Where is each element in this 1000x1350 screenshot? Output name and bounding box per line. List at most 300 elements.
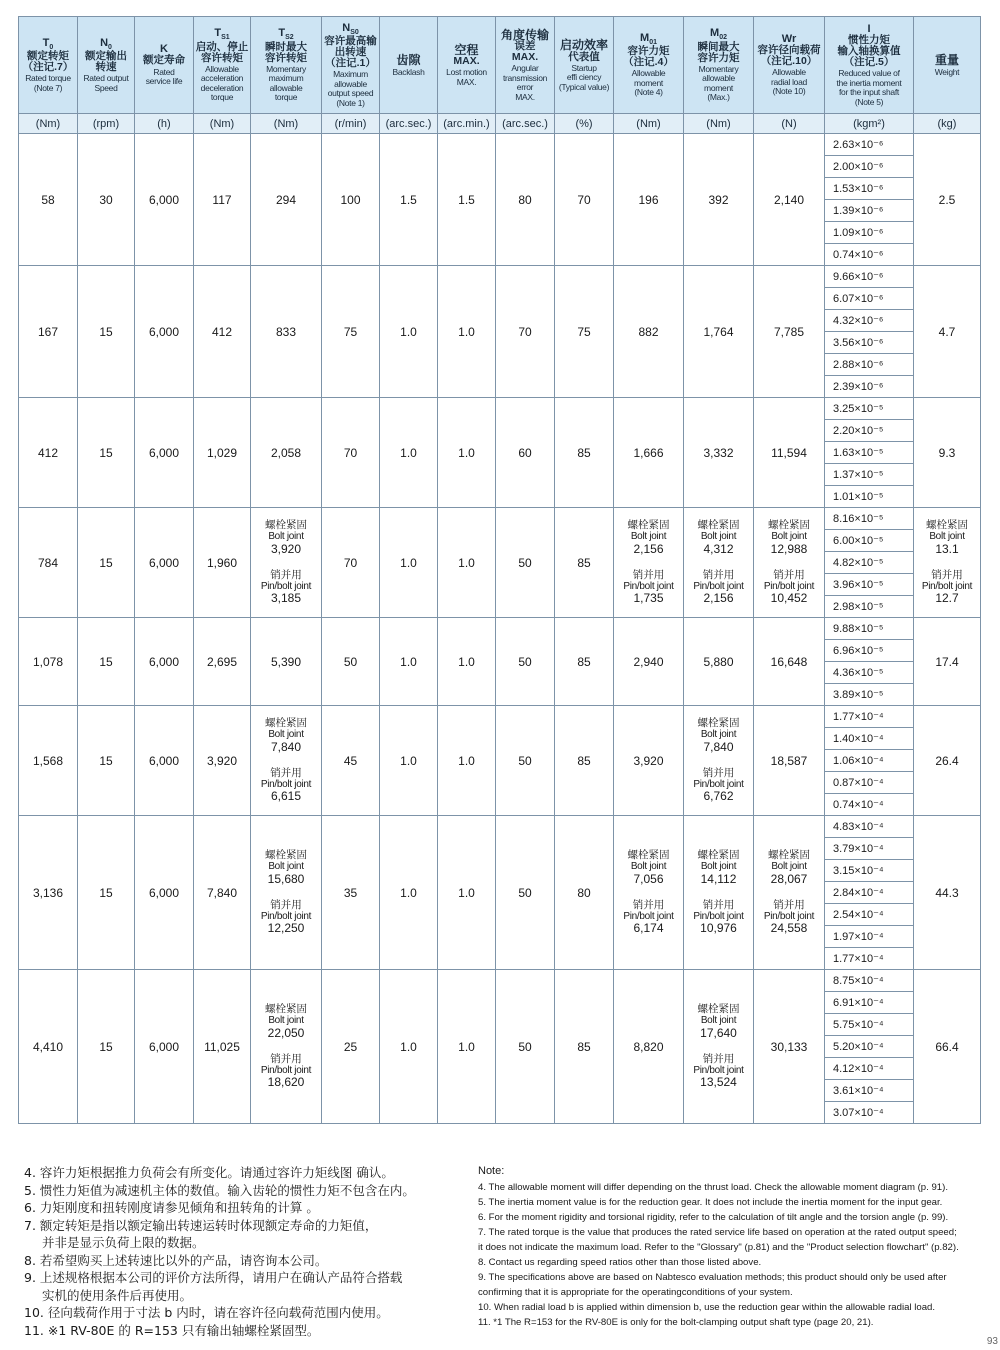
header-content — [685, 17, 752, 113]
header-cell — [754, 17, 825, 114]
bolt-label-cn: 螺栓紧固 — [697, 1003, 740, 1016]
pin-label-en: Pin/bolt joint — [260, 1064, 312, 1076]
bolt-label-en: Bolt joint — [700, 1015, 737, 1027]
cell-backlash: 1.0 — [380, 266, 438, 398]
pin-value: 6,762 — [703, 789, 734, 804]
pin-label-en: Pin/bolt joint — [623, 910, 674, 922]
cell-ns0: 75 — [322, 266, 380, 398]
split-cell — [684, 970, 754, 1124]
header-en: Rated output — [83, 73, 129, 84]
cell-weight: 17.4 — [914, 618, 981, 706]
note-cn-text: 并非是显示负荷上限的数据。 — [42, 1235, 205, 1250]
cell-angular: 50 — [496, 970, 555, 1124]
header-cell — [135, 17, 194, 114]
bolt-value: 3,920 — [270, 541, 302, 556]
unit-cell: (r/min) — [322, 114, 380, 134]
header-en: Allowable — [205, 63, 239, 74]
header-cn: 重量 — [934, 52, 959, 67]
note-cn-text: 6. 力矩刚度和扭转刚度请参见倾角和扭转角的计算 。 — [24, 1200, 319, 1215]
header-cn: 容许转矩 — [265, 51, 307, 64]
inertia-value: 1.39×10⁻⁶ — [825, 200, 914, 222]
inertia-value: 1.09×10⁻⁶ — [825, 222, 914, 244]
bolt-label-en: Bolt joint — [630, 861, 667, 873]
header-en: (Note 4) — [634, 87, 663, 98]
header-symbol — [710, 28, 727, 41]
cell-t0: 58 — [19, 134, 78, 266]
header-cell — [194, 17, 251, 114]
note-cn-text: 4. 容许力矩根据推力负荷会有所变化。请通过容许力矩线图 确认。 — [24, 1165, 394, 1180]
inertia-value: 4.36×10⁻⁵ — [825, 662, 914, 684]
symbol-subscript: S2 — [285, 34, 294, 42]
cell-k: 6,000 — [135, 398, 194, 508]
header-content — [79, 17, 133, 113]
note-cn-text: 9. 上述规格根据本公司的评价方法所得，请用户在确认产品符合搭载 — [24, 1270, 403, 1285]
pin-label-cn: 销并用 — [702, 766, 735, 779]
bolt-label-en: Bolt joint — [268, 531, 304, 543]
inertia-value: 1.37×10⁻⁵ — [825, 464, 914, 486]
note-cn-text: 11. ※1 RV-80E 的 R=153 只有输出轴螺栓紧固型。 — [24, 1322, 320, 1338]
unit-cell: (arc.sec.) — [496, 114, 555, 134]
bolt-joint-block — [615, 849, 682, 886]
pin-joint-block — [615, 899, 682, 936]
pin-label-cn: 销并用 — [702, 568, 735, 581]
cell-t0: 167 — [19, 266, 78, 398]
pin-label-cn: 销并用 — [270, 1052, 302, 1065]
cell-n0: 15 — [78, 706, 135, 816]
inertia-value: 1.97×10⁻⁴ — [825, 926, 914, 948]
header-cell — [496, 17, 555, 114]
header-content — [136, 17, 192, 113]
pin-value: 10,976 — [700, 921, 737, 936]
note-en-line: 9. The specifications above are based on Nabtesco evaluation methods; this product should only be used after — [478, 1272, 947, 1283]
header-cn: 容许最高输 — [324, 35, 377, 48]
cell-backlash: 1.0 — [380, 816, 438, 970]
cell-backlash: 1.0 — [380, 398, 438, 508]
header-en: effi ciency — [566, 72, 602, 83]
units-row — [19, 114, 981, 134]
pin-joint-block — [685, 767, 752, 804]
cell-m01: 2,940 — [614, 618, 684, 706]
pin-label-en: Pin/bolt joint — [693, 910, 744, 922]
cell-eff: 85 — [555, 970, 614, 1124]
header-en: Angular — [511, 63, 539, 74]
header-cell — [555, 17, 614, 114]
pin-joint-block — [685, 569, 752, 606]
pin-joint-block — [685, 899, 752, 936]
symbol-subscript: 01 — [649, 39, 657, 47]
unit-cell: (Nm) — [251, 114, 322, 134]
cell-angular: 70 — [496, 266, 555, 398]
pin-value: 12,250 — [267, 921, 305, 936]
header-en: torque — [274, 92, 298, 103]
split-cell — [614, 816, 684, 970]
split-cell — [684, 706, 754, 816]
cell-lost: 1.0 — [438, 398, 496, 508]
notes-chinese — [24, 1164, 474, 1339]
inertia-value: 1.06×10⁻⁴ — [825, 750, 914, 772]
cell-eff: 80 — [555, 816, 614, 970]
note-cn-text: 8. 若希望购买上述转速比以外的产品，请咨询本公司。 — [24, 1252, 328, 1268]
pin-value: 3,185 — [270, 591, 302, 606]
bolt-value: 15,680 — [267, 871, 305, 886]
header-cn: 角度传输 — [500, 27, 549, 42]
cell-wr: 16,648 — [754, 618, 825, 706]
unit-cell: (Nm) — [684, 114, 754, 134]
symbol-letter: M — [640, 32, 650, 45]
cell-k: 6,000 — [135, 266, 194, 398]
cell-ts1: 2,695 — [194, 618, 251, 706]
header-cn: 启动效率 — [559, 37, 608, 52]
inertia-value: 1.01×10⁻⁵ — [825, 486, 914, 508]
pin-label-cn: 销并用 — [702, 898, 735, 911]
pin-joint-block — [915, 569, 979, 606]
header-en: (Typical value) — [558, 81, 610, 92]
header-cell — [684, 17, 754, 114]
header-en: Weight — [934, 66, 960, 77]
header-content — [195, 17, 249, 113]
cell-m01: 196 — [614, 134, 684, 266]
cell-n0: 30 — [78, 134, 135, 266]
cell-ts1: 1,960 — [194, 508, 251, 618]
cell-m02: 3,332 — [684, 398, 754, 508]
inertia-value: 1.63×10⁻⁵ — [825, 442, 914, 464]
pin-value: 24,558 — [770, 921, 808, 936]
header-en: (Note 7) — [33, 82, 63, 93]
cell-ns0: 100 — [322, 134, 380, 266]
bolt-label-cn: 螺栓紧固 — [265, 519, 307, 532]
header-en: Momentary — [698, 63, 739, 74]
inertia-value: 2.20×10⁻⁵ — [825, 420, 914, 442]
pin-value: 10,452 — [770, 591, 808, 606]
cell-angular: 50 — [496, 508, 555, 618]
header-en: torque — [210, 92, 234, 103]
pin-label-en: Pin/bolt joint — [260, 778, 312, 790]
cell-lost: 1.5 — [438, 134, 496, 266]
pin-label-cn: 销并用 — [270, 568, 302, 581]
cell-ns0: 25 — [322, 970, 380, 1124]
bolt-value: 2,156 — [633, 541, 664, 556]
pin-label-cn: 销并用 — [270, 766, 302, 779]
header-cn: （注记.7） — [22, 61, 74, 74]
note-en-line: 5. The inertia moment value is for the reduction gear. It does not include the inertia moment for the input gear. — [478, 1197, 943, 1208]
header-en: the inertia moment — [836, 77, 902, 88]
bolt-label-cn: 螺栓紧固 — [627, 849, 670, 862]
cell-m01: 882 — [614, 266, 684, 398]
header-content — [323, 17, 378, 113]
inertia-value: 2.98×10⁻⁵ — [825, 596, 914, 618]
header-cell — [251, 17, 322, 114]
cell-t0: 1,078 — [19, 618, 78, 706]
inertia-value: 6.07×10⁻⁶ — [825, 288, 914, 310]
table-row — [19, 970, 981, 992]
cell-ts2: 2,058 — [251, 398, 322, 508]
bolt-joint-block — [755, 849, 823, 886]
header-cell — [438, 17, 496, 114]
cell-weight: 44.3 — [914, 816, 981, 970]
header-en: service life — [145, 76, 183, 86]
note-cn-text: 10. 径向载荷作用于寸法 b 内时，请在容许径向载荷范围内使用。 — [24, 1305, 389, 1320]
bolt-label-en: Bolt joint — [771, 861, 807, 873]
inertia-value: 6.91×10⁻⁴ — [825, 992, 914, 1014]
cell-eff: 75 — [555, 266, 614, 398]
bolt-label-en: Bolt joint — [700, 729, 737, 741]
header-cn: （注记.5） — [843, 56, 895, 68]
header-cn: MAX. — [453, 55, 480, 68]
bolt-joint-block — [755, 519, 823, 556]
pin-joint-block — [755, 569, 823, 606]
header-content — [556, 17, 612, 113]
header-cn: 齿隙 — [396, 52, 421, 67]
cell-wr: 11,594 — [754, 398, 825, 508]
split-cell — [251, 970, 322, 1124]
note-cn-line — [24, 1287, 474, 1305]
cell-backlash: 1.5 — [380, 134, 438, 266]
bolt-value: 7,840 — [270, 739, 302, 754]
split-cell — [754, 508, 825, 618]
header-en: allowable — [702, 73, 735, 84]
split-cell — [251, 706, 322, 816]
pin-joint-block — [252, 569, 320, 606]
inertia-value: 3.89×10⁻⁵ — [825, 684, 914, 706]
header-en: (Note 5) — [854, 96, 884, 107]
split-cell — [754, 816, 825, 970]
pin-joint-block — [755, 899, 823, 936]
note-cn-line — [24, 1304, 474, 1322]
cell-k: 6,000 — [135, 618, 194, 706]
symbol-letter: I — [867, 22, 871, 35]
note-cn-line — [24, 1182, 474, 1200]
inertia-value: 1.77×10⁻⁴ — [825, 706, 914, 728]
note-cn-line — [24, 1199, 474, 1217]
header-en: Maximum — [333, 69, 368, 80]
header-en: Speed — [94, 82, 118, 93]
pin-label-en: Pin/bolt joint — [763, 910, 815, 922]
bolt-joint-block — [685, 717, 752, 754]
cell-lost: 1.0 — [438, 970, 496, 1124]
bolt-joint-block — [252, 1003, 320, 1040]
note-cn-line — [24, 1252, 474, 1270]
bolt-label-cn: 螺栓紧固 — [265, 1003, 307, 1016]
cell-backlash: 1.0 — [380, 508, 438, 618]
symbol-subscript: 02 — [719, 34, 727, 42]
header-row — [19, 17, 981, 114]
header-cn: 额定输出 — [85, 50, 127, 63]
header-cn: （注记.4） — [623, 56, 674, 69]
pin-joint-block — [615, 569, 682, 606]
pin-joint-block — [685, 1053, 752, 1090]
symbol-subscript: 0 — [49, 44, 54, 52]
bolt-label-cn: 螺栓紧固 — [926, 519, 968, 532]
bolt-label-en: Bolt joint — [268, 1015, 304, 1027]
cell-angular: 60 — [496, 398, 555, 508]
split-cell — [614, 508, 684, 618]
note-cn-text: 实机的使用条件后再使用。 — [42, 1287, 193, 1303]
inertia-value: 0.74×10⁻⁴ — [825, 794, 914, 816]
note-en-line: 4. The allowable moment will differ depending on the thrust load. Check the allowable moment diagram (p. 91). — [478, 1182, 948, 1193]
unit-cell: (arc.min.) — [438, 114, 496, 134]
split-cell — [684, 508, 754, 618]
inertia-value: 3.79×10⁻⁴ — [825, 838, 914, 860]
bolt-label-cn: 螺栓紧固 — [697, 849, 740, 862]
cell-lost: 1.0 — [438, 618, 496, 706]
table-row — [19, 816, 981, 838]
header-content — [826, 17, 912, 113]
header-cn: 代表值 — [568, 50, 600, 63]
cell-ts1: 3,920 — [194, 706, 251, 816]
header-cn: 瞬时最大 — [265, 40, 307, 53]
inertia-value: 5.75×10⁻⁴ — [825, 1014, 914, 1036]
header-en: Backlash — [392, 66, 425, 77]
note-cn-text: 7. 额定转矩是指以额定输出转速运转时体现额定寿命的力矩值， — [24, 1217, 378, 1233]
cell-t0: 4,410 — [19, 970, 78, 1124]
symbol-subscript: 0 — [108, 44, 112, 52]
header-en: moment — [704, 82, 733, 93]
cell-t0: 784 — [19, 508, 78, 618]
bolt-label-en: Bolt joint — [929, 531, 965, 543]
header-content — [755, 17, 823, 113]
bolt-value: 22,050 — [267, 1025, 305, 1040]
header-cn: 误差 — [514, 40, 536, 53]
header-cn: 启动、停止 — [195, 40, 249, 53]
inertia-value: 3.96×10⁻⁵ — [825, 574, 914, 596]
cell-n0: 15 — [78, 398, 135, 508]
inertia-value: 3.25×10⁻⁵ — [825, 398, 914, 420]
pin-value: 13,524 — [700, 1075, 737, 1090]
note-en-line: 11. *1 The R=153 for the RV-80E is only for the bolt-clamping output shaft type (page 20, 21). — [478, 1317, 874, 1328]
inertia-value: 2.39×10⁻⁶ — [825, 376, 914, 398]
header-cn: 容许转矩 — [201, 51, 243, 64]
header-cn: 出转速 — [334, 46, 367, 59]
header-cell — [614, 17, 684, 114]
pin-label-en: Pin/bolt joint — [693, 778, 744, 790]
bolt-label-en: Bolt joint — [700, 531, 737, 543]
note-cn-line — [24, 1269, 474, 1287]
cell-n0: 15 — [78, 816, 135, 970]
cell-m02: 1,764 — [684, 266, 754, 398]
header-en: (Note 1) — [336, 97, 365, 108]
cell-angular: 80 — [496, 134, 555, 266]
cell-m01: 3,920 — [614, 706, 684, 816]
header-en: allowable — [269, 82, 303, 93]
bolt-value: 4,312 — [703, 541, 734, 556]
cell-ts1: 1,029 — [194, 398, 251, 508]
bolt-label-cn: 螺栓紧固 — [768, 519, 810, 532]
header-cell — [380, 17, 438, 114]
note-en-line: it does not indicate the maximum load. Refer to the "Glossary" (p.81) and the "Product selection flowchart" (p.82). — [478, 1242, 959, 1253]
note-cn-line — [24, 1322, 474, 1340]
symbol-letter: T — [278, 27, 286, 40]
header-en: Allowable — [631, 68, 666, 79]
pin-label-en: Pin/bolt joint — [921, 580, 973, 592]
bolt-joint-block — [252, 519, 320, 556]
header-en: deceleration — [200, 82, 244, 93]
pin-label-en: Pin/bolt joint — [693, 580, 744, 592]
cell-angular: 50 — [496, 618, 555, 706]
inertia-value: 6.00×10⁻⁵ — [825, 530, 914, 552]
header-content — [381, 17, 436, 113]
inertia-value: 3.15×10⁻⁴ — [825, 860, 914, 882]
unit-cell: (rpm) — [78, 114, 135, 134]
cell-lost: 1.0 — [438, 266, 496, 398]
cell-ts1: 11,025 — [194, 970, 251, 1124]
header-symbol — [214, 28, 229, 41]
cell-m01: 1,666 — [614, 398, 684, 508]
bolt-label-en: Bolt joint — [268, 729, 304, 741]
header-cn: （注记.10） — [760, 55, 818, 68]
inertia-value: 1.40×10⁻⁴ — [825, 728, 914, 750]
cell-angular: 50 — [496, 706, 555, 816]
spec-table — [18, 16, 981, 1124]
split-cell — [684, 816, 754, 970]
table-header — [19, 17, 981, 134]
unit-cell: (Nm) — [614, 114, 684, 134]
header-en: Rated — [153, 66, 175, 77]
cell-k: 6,000 — [135, 970, 194, 1124]
cell-eff: 85 — [555, 508, 614, 618]
pin-joint-block — [252, 767, 320, 804]
note-cn-line — [24, 1164, 474, 1182]
cell-eff: 85 — [555, 706, 614, 816]
symbol-letter: T — [42, 36, 50, 49]
cell-ns0: 70 — [322, 398, 380, 508]
notes-title: Note: — [478, 1165, 505, 1177]
header-content — [615, 17, 682, 113]
header-content — [20, 17, 76, 113]
cell-wr: 18,587 — [754, 706, 825, 816]
header-content — [252, 17, 320, 113]
inertia-value: 0.74×10⁻⁶ — [825, 244, 914, 266]
cell-lost: 1.0 — [438, 816, 496, 970]
inertia-value: 0.87×10⁻⁴ — [825, 772, 914, 794]
inertia-value: 3.07×10⁻⁴ — [825, 1102, 914, 1124]
pin-label-en: Pin/bolt joint — [260, 580, 312, 592]
bolt-value: 7,840 — [703, 739, 734, 754]
cell-lost: 1.0 — [438, 706, 496, 816]
bolt-label-en: Bolt joint — [630, 531, 667, 543]
bolt-value: 17,640 — [700, 1025, 737, 1040]
cell-backlash: 1.0 — [380, 618, 438, 706]
bolt-label-en: Bolt joint — [771, 531, 807, 543]
bolt-value: 7,056 — [633, 871, 664, 886]
inertia-value: 4.82×10⁻⁵ — [825, 552, 914, 574]
inertia-value: 3.61×10⁻⁴ — [825, 1080, 914, 1102]
pin-label-cn: 销并用 — [632, 898, 665, 911]
header-cell — [78, 17, 135, 114]
cell-backlash: 1.0 — [380, 706, 438, 816]
cell-ts2: 833 — [251, 266, 322, 398]
inertia-value: 2.84×10⁻⁴ — [825, 882, 914, 904]
unit-cell: (h) — [135, 114, 194, 134]
bolt-joint-block — [252, 717, 320, 754]
pin-label-cn: 销并用 — [773, 568, 805, 581]
cell-t0: 412 — [19, 398, 78, 508]
bolt-value: 28,067 — [770, 871, 808, 886]
header-cell — [825, 17, 914, 114]
bolt-joint-block — [685, 1003, 752, 1040]
table-row — [19, 618, 981, 640]
bolt-value: 14,112 — [700, 871, 737, 886]
cell-eff: 70 — [555, 134, 614, 266]
bolt-label-en: Bolt joint — [700, 861, 737, 873]
header-en: Reduced value of — [838, 68, 900, 79]
pin-label-cn: 销并用 — [931, 568, 963, 581]
bolt-joint-block — [615, 519, 682, 556]
header-en: error — [516, 82, 534, 93]
note-en-line: confirming that it is appropriate for the operatingconditions of your system. — [478, 1287, 793, 1298]
header-cn: 额定寿命 — [143, 54, 185, 67]
note-cn-line — [24, 1234, 474, 1252]
header-content — [497, 17, 553, 113]
